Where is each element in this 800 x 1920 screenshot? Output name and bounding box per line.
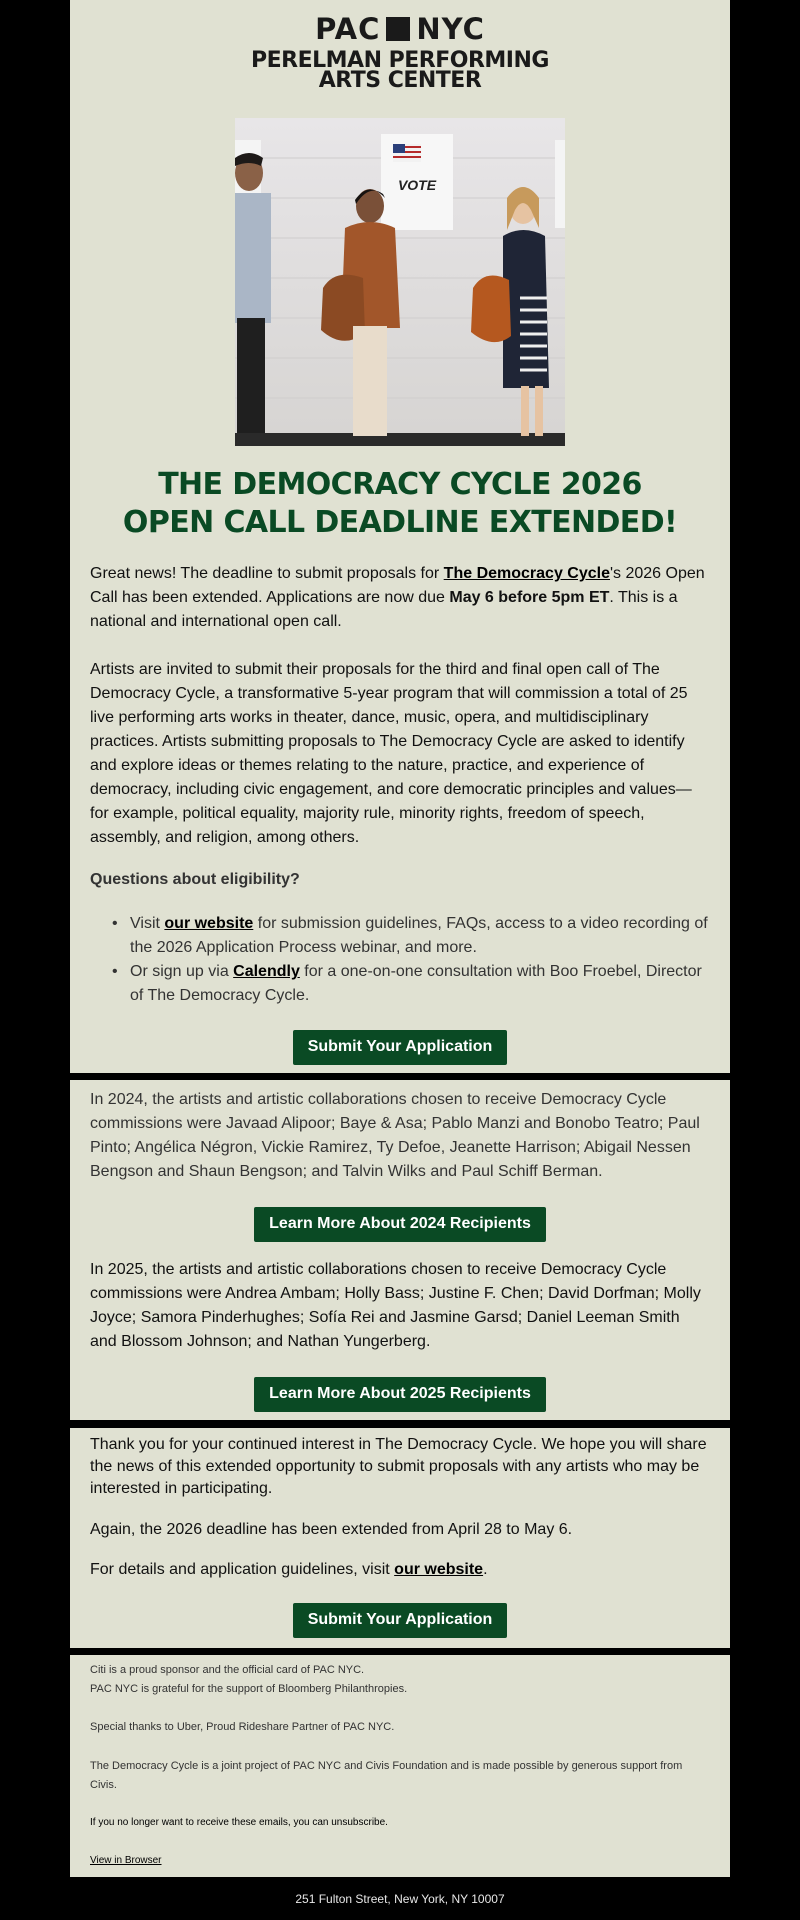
recipients-2025-paragraph: In 2025, the artists and artistic collaborations chosen to receive Democracy Cycle commissions were Andrea Ambam; Holly Bass; Justine F. Chen; David Dorfman; Molly Joyce; Samora Pinderhughes; Sofía Rei and Jasmine Garsd; Daniel Leeman Smith and Blossom Johnson; and Nathan Yungerberg. — [90, 1261, 701, 1350]
bullet2-post: for a one-on-one consultation with Boo Froebel, Director of The Democracy Cycle. — [130, 963, 702, 1004]
vote-sign-text: VOTE — [397, 177, 437, 193]
intro-text-1: Great news! The deadline to submit proposals for — [90, 565, 444, 582]
logo-square-icon — [386, 17, 410, 41]
headline-line1: THE DEMOCRACY CYCLE 2026 — [158, 467, 642, 502]
our-website-link-2[interactable]: our website — [394, 1561, 484, 1578]
program-description: Artists are invited to submit their proposals for the third and final open call of The Democracy Cycle, a transformative 5-year program that will commission a total of 25 live performing arts works in theater, dance, music, opera, and multidisciplinary practices. Artists submitting proposals to The Democracy Cycle are asked to identify and explore ideas or themes relating to the nature, practice, and experience of democracy, including civic engagement, and core democratic principles and values—for example, political equality, majority rule, minority rights, freedom of speech, assembly, and religion, among others. — [90, 661, 692, 846]
list-item — [90, 960, 710, 1008]
view-in-browser-link[interactable]: View in Browser — [90, 1855, 162, 1866]
list-item — [90, 912, 710, 960]
questions-heading: Questions about eligibility? — [90, 871, 300, 888]
eligibility-list — [90, 912, 710, 1008]
closing-section — [70, 1428, 730, 1648]
main-section — [70, 0, 730, 1073]
submit-application-button-2[interactable]: Submit Your Application — [293, 1603, 507, 1638]
sponsor-bloomberg: PAC NYC is grateful for the support of Bloomberg Philanthropies. — [90, 1683, 408, 1695]
headline-line2: OPEN CALL DEADLINE EXTENDED! — [122, 505, 678, 540]
guidelines-post: . — [483, 1561, 488, 1578]
page-headline — [70, 466, 730, 542]
pac-nyc-logo[interactable] — [70, 12, 730, 46]
intro-paragraph — [90, 562, 710, 634]
bullet2-pre: Or sign up via — [130, 963, 234, 980]
sponsor-civis: The Democracy Cycle is a joint project of PAC NYC and Civis Foundation and is made possible by generous support from Civis. — [90, 1760, 683, 1791]
recipients-2024-paragraph: In 2024, the artists and artistic collaborations chosen to receive Democracy Cycle commissions were Javaad Alipoor; Baye & Asa; Pablo Manzi and Bonobo Teatro; Paul Pinto; Angélica Négron, Vickie Ramirez, Ty Defoe, Jeanette Harrison; Abigail Nessen Bengson and Shaun Bengson; and Talvin Wilks and Paul Schiff Berman. — [90, 1091, 700, 1180]
guidelines-pre: For details and application guidelines, visit — [90, 1561, 395, 1578]
logo-left-text: PAC — [315, 12, 381, 46]
calendly-link[interactable]: Calendly — [233, 963, 300, 980]
bullet1-post: for submission guidelines, FAQs, access to a video recording of the 2026 Application Process webinar, and more. — [130, 915, 708, 956]
guidelines-paragraph — [90, 1558, 710, 1582]
logo-subtitle-line1: PERELMAN PERFORMING — [251, 48, 549, 73]
sponsor-citi: Citi is a proud sponsor and the official card of PAC NYC. — [90, 1664, 365, 1676]
logo-subtitle-line2: ARTS CENTER — [318, 68, 482, 93]
closing-paragraph: Thank you for your continued interest in The Democracy Cycle. We hope you will share the news of this extended opportunity to submit proposals with any artists who may be interested in participating. — [90, 1436, 707, 1497]
deadline-date: May 6 before 5pm ET — [449, 589, 610, 606]
learn-more-2024-button[interactable]: Learn More About 2024 Recipients — [254, 1207, 546, 1242]
submit-application-button[interactable]: Submit Your Application — [293, 1030, 507, 1065]
sponsor-uber: Special thanks to Uber, Proud Rideshare Partner of PAC NYC. — [90, 1721, 395, 1733]
bullet1-pre: Visit — [130, 915, 165, 932]
hero-photo — [235, 118, 565, 446]
unsubscribe-text[interactable]: If you no longer want to receive these emails, you can unsubscribe. — [90, 1817, 388, 1828]
intro-text-2: 's 2026 Open Call has been extended. Applications are now due — [90, 565, 705, 606]
our-website-link[interactable]: our website — [164, 915, 254, 932]
democracy-cycle-link[interactable]: The Democracy Cycle — [443, 565, 610, 582]
view-in-browser-paragraph — [90, 1851, 710, 1870]
recipients-section — [70, 1080, 730, 1420]
sponsors-section — [70, 1655, 730, 1877]
logo-right-text: NYC — [416, 12, 485, 46]
intro-text-3: . This is a national and international open call. — [90, 589, 678, 630]
learn-more-2025-button[interactable]: Learn More About 2025 Recipients — [254, 1377, 546, 1412]
deadline-reminder: Again, the 2026 deadline has been extended from April 28 to May 6. — [90, 1521, 573, 1538]
footer-address: 251 Fulton Street, New York, NY 10007 — [295, 1892, 505, 1906]
